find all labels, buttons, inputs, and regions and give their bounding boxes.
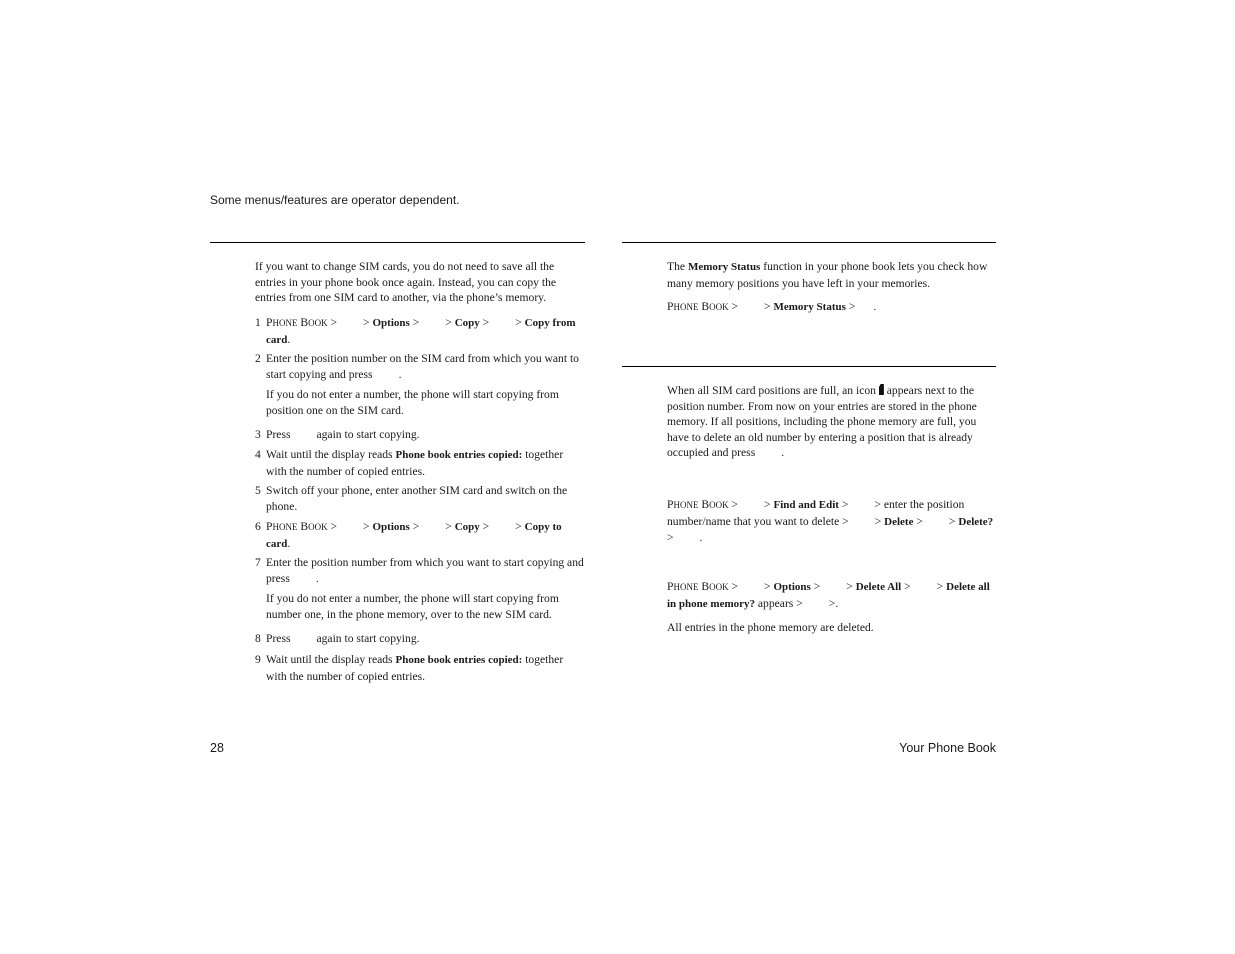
step-9: 9 Wait until the display reads Phone book entries copied: together with the number of copied entries. (255, 653, 564, 683)
operator-note: Some menus/features are operator dependent. (210, 193, 460, 207)
step-4: 4 Wait until the display reads Phone book entries copied: together with the number of copied entries. (255, 448, 564, 478)
phone-book-menu: PHONE BOOK (266, 316, 328, 329)
sim-full-icon (879, 384, 884, 395)
delete-entry-path: PHONE BOOK > > Find and Edit > > enter the position number/name that you want to delete > > Delete > > Delete? > . (667, 498, 994, 545)
memory-status-path: PHONE BOOK > > Memory Status > . (667, 300, 877, 313)
section-rule-right-top (622, 242, 996, 243)
step-8: 8 Press again to start copying. (255, 632, 420, 645)
section-rule-right-mid (622, 366, 996, 367)
step-7: 7 Enter the position number from which you want to start copying and press . (255, 556, 584, 585)
memory-status-intro: The Memory Status function in your phone book lets you check how many memory positions you have left in your memories. (667, 260, 988, 290)
step-2-note: If you do not enter a number, the phone will start copying from position one on the SIM card. (266, 388, 559, 417)
step-3: 3 Press again to start copying. (255, 428, 420, 441)
copy-intro: If you want to change SIM cards, you do not need to save all the entries in your phone book once again. Instead, you can copy the entries from one SIM card to another, via the phone’s memory. (255, 260, 557, 305)
memory-full-paragraph: When all SIM card positions are full, an icon appears next to the position number. From now on your entries are stored in the phone memory. If all positions, including the phone memory are full, you have to delete an old number by entering a position that is already occupied and press . (667, 384, 977, 460)
section-rule-left (210, 242, 585, 243)
page-number: 28 (210, 741, 224, 755)
delete-all-result: All entries in the phone memory are deleted. (667, 621, 874, 634)
step-7-note: If you do not enter a number, the phone will start copying from number one, in the phone memory, over to the new SIM card. (266, 592, 559, 621)
step-5: 5 Switch off your phone, enter another SIM card and switch on the phone. (255, 484, 568, 513)
step-1: 1 PHONE BOOK > > Options > > Copy > > Copy from card. (255, 316, 576, 346)
delete-all-path: PHONE BOOK > > Options > > Delete All > > Delete all in phone memory? appears > >. (667, 580, 990, 610)
step-2: 2 Enter the position number on the SIM card from which you want to start copying and press . (255, 352, 579, 381)
section-title: Your Phone Book (899, 741, 996, 755)
step-6: 6 PHONE BOOK > > Options > > Copy > > Copy to card. (255, 520, 562, 550)
